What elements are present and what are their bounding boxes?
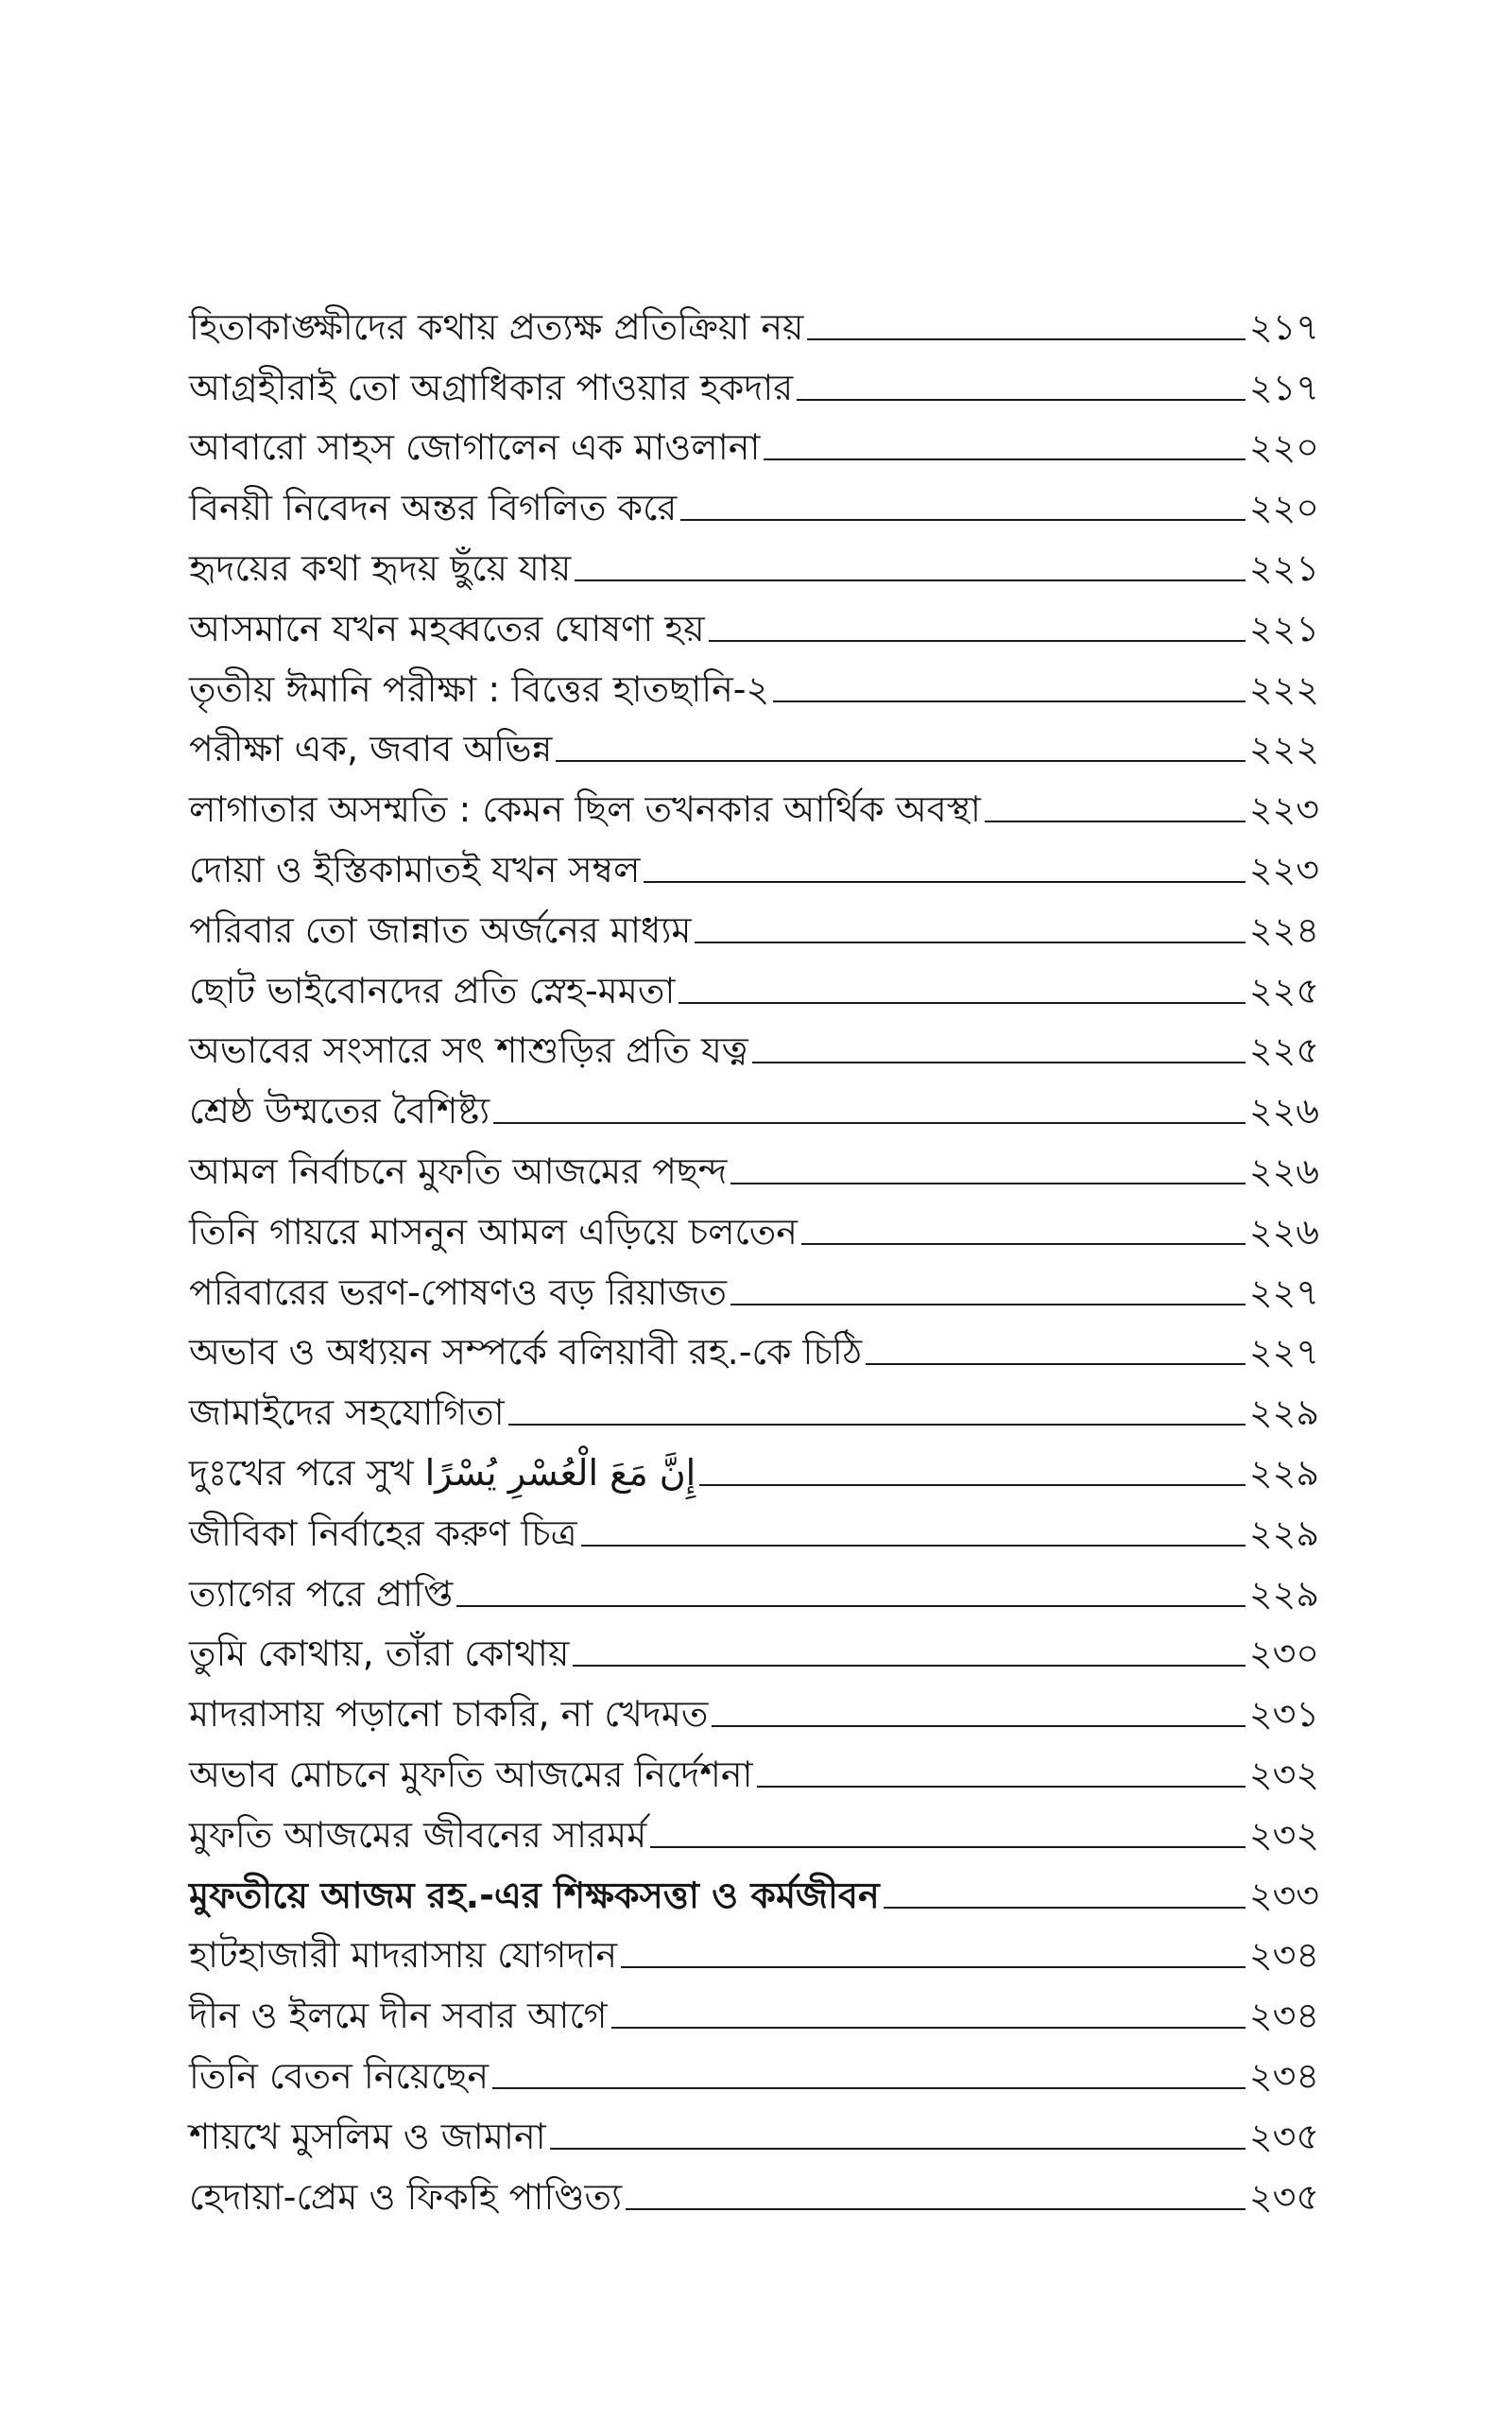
toc-entry [189, 1989, 1319, 2049]
toc-entry-page-number: ২২০ [1248, 426, 1319, 469]
toc-entry [189, 2170, 1319, 2231]
toc-entry-title: হাটহাজারী মাদরাসায় যোগদান [189, 1934, 618, 1977]
toc-entry [189, 422, 1319, 482]
toc-entry-page-number: ২২৯ [1248, 1392, 1319, 1434]
toc-entry [189, 2049, 1319, 2110]
toc-entry [189, 723, 1319, 784]
toc-entry-title: মুফতি আজমের জীবনের সারমর্ম [189, 1813, 647, 1856]
toc-leader-line [699, 1484, 1246, 1486]
toc-entry [189, 1869, 1319, 1929]
toc-entry-title: তৃতীয় ঈমানি পরীক্ষা : বিত্তের হাতছানি-২ [189, 667, 770, 710]
toc-entry-page-number: ২২৭ [1248, 1270, 1319, 1313]
toc-entry-title: বিনয়ী নিবেদন অন্তর বিগলিত করে [189, 487, 678, 529]
toc-entry-page-number: ২২৬ [1248, 1210, 1319, 1253]
toc-entry-page-number: ২১৭ [1248, 366, 1319, 408]
toc-entry [189, 602, 1319, 663]
toc-leader-line [985, 821, 1246, 822]
toc-entry-title: ত্যাগের পরে প্রাপ্তি [189, 1572, 454, 1615]
toc-entry-title: পরীক্ষা এক, জবাব অভিন্ন [189, 728, 553, 770]
toc-entry [189, 361, 1319, 422]
toc-entry [189, 481, 1319, 542]
toc-leader-line [757, 1786, 1246, 1788]
toc-entry [189, 2110, 1319, 2170]
table-of-contents [189, 301, 1319, 2231]
toc-entry-title: দীন ও ইলমে দীন সবার আগে [189, 1995, 608, 2037]
toc-entry [189, 843, 1319, 904]
toc-entry-page-number: ২২৯ [1248, 1512, 1319, 1554]
toc-entry-title: জামাইদের সহযোগিতা [189, 1392, 505, 1434]
toc-entry [189, 1567, 1319, 1628]
toc-entry-title: লাগাতার অসম্মতি : কেমন ছিল তখনকার আর্থিক অবস্থা [189, 788, 981, 831]
toc-leader-line [581, 1545, 1246, 1547]
toc-leader-line [866, 1363, 1246, 1365]
toc-entry-title: দুঃখের পরে সুখ إِنَّ مَعَ الْعُسْرِ يُسْرًا [189, 1451, 696, 1494]
toc-entry-page-number: ২১৭ [1248, 305, 1319, 348]
toc-entry [189, 1929, 1319, 1990]
toc-leader-line [807, 338, 1246, 340]
toc-entry-title: অভাব ও অধ্যয়ন সম্পর্কে বলিয়াবী রহ.-কে চিঠি [189, 1331, 863, 1374]
toc-entry-page-number: ২২২ [1248, 728, 1319, 770]
toc-entry-page-number: ২২৯ [1248, 1451, 1319, 1494]
toc-leader-line [492, 2087, 1246, 2089]
toc-leader-line [493, 1122, 1246, 1124]
toc-entry-page-number: ২২৫ [1248, 1029, 1319, 1072]
toc-entry [189, 1266, 1319, 1326]
toc-entry-title: দোয়া ও ইস্তিকামাতই যখন সম্বল [189, 848, 641, 890]
toc-entry-page-number: ২৩৪ [1248, 2054, 1319, 2097]
toc-entry [189, 1446, 1319, 1507]
toc-entry-page-number: ২২৯ [1248, 1572, 1319, 1615]
toc-entry-title: তুমি কোথায়, তাঁরা কোথায় [189, 1633, 570, 1675]
toc-leader-line [801, 1243, 1246, 1245]
toc-entry [189, 1025, 1319, 1085]
toc-entry [189, 542, 1319, 602]
toc-entry-title: তিনি বেতন নিয়েছেন [189, 2054, 490, 2097]
toc-entry-title: ছোট ভাইবোনদের প্রতি স্নেহ-মমতা [189, 969, 676, 1011]
toc-leader-line [626, 2208, 1246, 2210]
toc-entry-title: মাদরাসায় পড়ানো চাকরি, না খেদমত [189, 1693, 709, 1736]
toc-leader-line [679, 1002, 1246, 1004]
toc-entry-title: পরিবার তো জান্নাত অর্জনের মাধ্যম [189, 908, 692, 951]
toc-entry-page-number: ২২৩ [1248, 788, 1319, 831]
toc-entry-page-number: ২৩১ [1248, 1693, 1319, 1736]
toc-entry-title: জীবিকা নির্বাহের করুণ চিত্র [189, 1512, 577, 1554]
toc-entry-title: তিনি গায়রে মাসনুন আমল এড়িয়ে চলতেন [189, 1210, 798, 1253]
toc-leader-line [611, 2027, 1246, 2029]
toc-entry-page-number: ২২৬ [1248, 1090, 1319, 1132]
toc-entry-title: পরিবারের ভরণ-পোষণও বড় রিয়াজত [189, 1270, 728, 1313]
toc-entry [189, 1628, 1319, 1688]
toc-entry-title: শ্রেষ্ঠ উম্মতের বৈশিষ্ট্য [189, 1090, 490, 1132]
toc-entry-page-number: ২২২ [1248, 667, 1319, 710]
toc-entry [189, 1205, 1319, 1266]
toc-entry-title: আবারো সাহস জোগালেন এক মাওলানা [189, 426, 761, 469]
toc-entry-page-number: ২২৭ [1248, 1331, 1319, 1374]
toc-entry-page-number: ২২৬ [1248, 1150, 1319, 1192]
toc-leader-line [764, 458, 1245, 460]
toc-leader-line [695, 942, 1245, 943]
toc-leader-line [508, 1424, 1246, 1426]
toc-entry [189, 904, 1319, 964]
toc-entry-title: শায়খে মুসলিম ও জামানা [189, 2115, 546, 2157]
toc-entry-title: মুফতীয়ে আজম রহ.-এর শিক্ষকসত্তা ও কর্মজীবন [189, 1874, 880, 1916]
toc-leader-line [773, 700, 1246, 702]
toc-leader-line [752, 1062, 1246, 1063]
toc-entry [189, 1687, 1319, 1748]
toc-entry [189, 964, 1319, 1025]
toc-entry-page-number: ২২১ [1248, 607, 1319, 649]
toc-entry-page-number: ২২৩ [1248, 848, 1319, 890]
toc-leader-line [573, 1665, 1246, 1667]
toc-entry-page-number: ২৩৪ [1248, 1934, 1319, 1977]
toc-entry-title: হেদায়া-প্রেম ও ফিকহি পাণ্ডিত্য [189, 2175, 623, 2218]
toc-entry-title: আগ্রহীরাই তো অগ্রাধিকার পাওয়ার হকদার [189, 366, 794, 408]
toc-entry-page-number: ২৩২ [1248, 1753, 1319, 1795]
toc-leader-line [575, 579, 1246, 581]
toc-entry [189, 301, 1319, 361]
toc-entry [189, 1145, 1319, 1205]
toc-leader-line [556, 760, 1246, 762]
toc-entry [189, 1386, 1319, 1446]
toc-leader-line [730, 1183, 1245, 1184]
toc-entry-page-number: ২৩৩ [1248, 1874, 1319, 1916]
toc-entry-page-number: ২৩০ [1248, 1633, 1319, 1675]
toc-leader-line [884, 1907, 1246, 1909]
toc-entry-page-number: ২২৪ [1248, 908, 1319, 951]
toc-leader-line [730, 1304, 1246, 1305]
toc-leader-line [650, 1846, 1246, 1848]
toc-entry-title: হৃদয়ের কথা হৃদয় ছুঁয়ে যায় [189, 546, 572, 589]
toc-entry-page-number: ২৩৫ [1248, 2175, 1319, 2218]
toc-entry [189, 1326, 1319, 1387]
toc-entry [189, 783, 1319, 843]
toc-entry-title: আমল নির্বাচনে মুফতি আজমের পছন্দ [189, 1150, 728, 1192]
toc-leader-line [712, 1725, 1246, 1727]
toc-leader-line [709, 640, 1246, 642]
toc-entry [189, 1808, 1319, 1869]
toc-entry [189, 1084, 1319, 1145]
toc-entry [189, 663, 1319, 723]
toc-entry-page-number: ২২৫ [1248, 969, 1319, 1011]
toc-leader-line [797, 399, 1246, 401]
toc-entry-title: অভাব মোচনে মুফতি আজমের নির্দেশনা [189, 1753, 753, 1795]
toc-entry-page-number: ২৩৪ [1248, 1995, 1319, 2037]
toc-entry-title: হিতাকাঙ্ক্ষীদের কথায় প্রত্যক্ষ প্রতিক্রিয়া নয় [189, 305, 804, 348]
toc-entry-page-number: ২২০ [1248, 487, 1319, 529]
toc-entry-page-number: ২৩২ [1248, 1813, 1319, 1856]
toc-entry-title: আসমানে যখন মহব্বতের ঘোষণা হয় [189, 607, 705, 649]
toc-leader-line [621, 1966, 1246, 1968]
toc-entry [189, 1748, 1319, 1808]
toc-leader-line [644, 881, 1245, 883]
toc-leader-line [680, 519, 1246, 521]
toc-entry-title: অভাবের সংসারে সৎ শাশুড়ির প্রতি যত্ন [189, 1029, 748, 1072]
toc-entry-page-number: ২২১ [1248, 546, 1319, 589]
toc-leader-line [550, 2148, 1246, 2150]
toc-leader-line [456, 1605, 1246, 1607]
toc-entry [189, 1507, 1319, 1567]
toc-entry-page-number: ২৩৫ [1248, 2115, 1319, 2157]
